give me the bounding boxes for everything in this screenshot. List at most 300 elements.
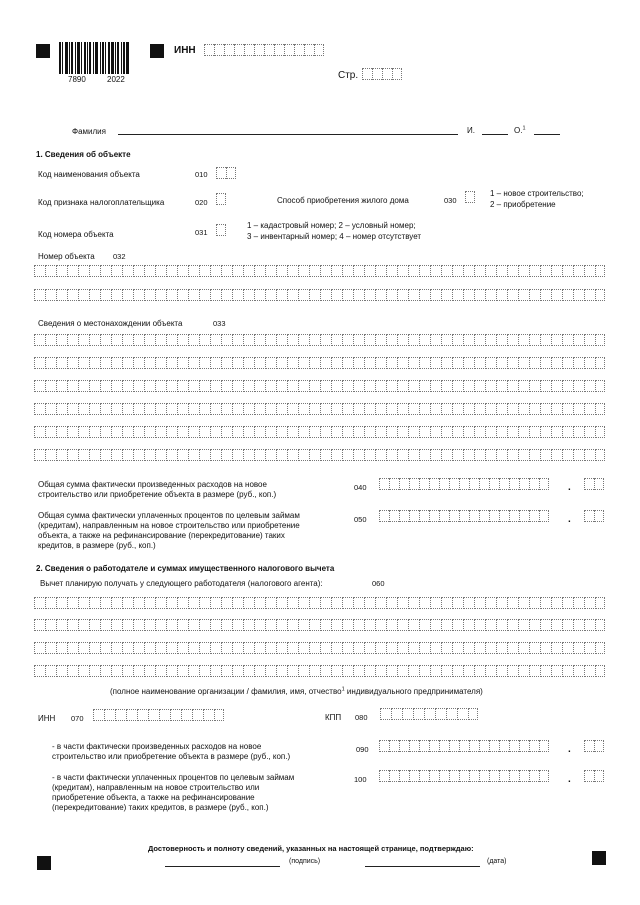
input-cell[interactable] xyxy=(221,619,231,631)
input-cell[interactable] xyxy=(331,403,341,415)
input-cell[interactable] xyxy=(155,265,165,277)
employer-row-3[interactable] xyxy=(34,642,606,654)
input-cell[interactable] xyxy=(419,449,429,461)
input-cell[interactable] xyxy=(100,403,110,415)
input-cell[interactable] xyxy=(243,334,253,346)
input-cell[interactable] xyxy=(397,597,407,609)
input-cell[interactable] xyxy=(199,357,209,369)
input-cell[interactable] xyxy=(463,334,473,346)
input-cell[interactable] xyxy=(441,380,451,392)
input-cell[interactable] xyxy=(56,380,66,392)
input-cell[interactable] xyxy=(551,380,561,392)
input-cell[interactable] xyxy=(399,770,409,782)
input-cell[interactable] xyxy=(111,597,121,609)
input-cell[interactable] xyxy=(320,357,330,369)
input-cell[interactable] xyxy=(419,265,429,277)
input-cell[interactable] xyxy=(518,380,528,392)
input-cell[interactable] xyxy=(100,619,110,631)
input-cell[interactable] xyxy=(397,619,407,631)
input-cell[interactable] xyxy=(155,642,165,654)
input-cell[interactable] xyxy=(375,289,385,301)
input-cell[interactable] xyxy=(573,403,583,415)
input-cell[interactable] xyxy=(221,334,231,346)
input-cell[interactable] xyxy=(518,357,528,369)
input-cell[interactable] xyxy=(429,770,439,782)
input-cell[interactable] xyxy=(45,665,55,677)
input-cell[interactable] xyxy=(78,265,88,277)
input-cell[interactable] xyxy=(166,357,176,369)
input-cell[interactable] xyxy=(452,403,462,415)
input-cell[interactable] xyxy=(166,665,176,677)
location-row-6[interactable] xyxy=(34,449,606,461)
input-cell[interactable] xyxy=(584,289,594,301)
input-cell[interactable] xyxy=(287,403,297,415)
input-cell[interactable] xyxy=(254,265,264,277)
input-cell[interactable] xyxy=(485,619,495,631)
input-cell[interactable] xyxy=(320,403,330,415)
input-cell[interactable] xyxy=(111,403,121,415)
employer-row-4[interactable] xyxy=(34,665,606,677)
input-cell[interactable] xyxy=(397,357,407,369)
input-cell[interactable] xyxy=(449,740,459,752)
input-cell[interactable] xyxy=(243,289,253,301)
input-cell[interactable] xyxy=(419,289,429,301)
input-cell[interactable] xyxy=(539,478,549,490)
input-cell[interactable] xyxy=(529,665,539,677)
input-cell[interactable] xyxy=(389,510,399,522)
input-cell[interactable] xyxy=(485,357,495,369)
input-cell[interactable] xyxy=(232,380,242,392)
input-cell[interactable] xyxy=(573,619,583,631)
input-cell[interactable] xyxy=(34,357,44,369)
input-cell[interactable] xyxy=(133,380,143,392)
input-cell[interactable] xyxy=(34,449,44,461)
input-cell[interactable] xyxy=(155,449,165,461)
input-cell[interactable] xyxy=(429,740,439,752)
input-cell[interactable] xyxy=(375,334,385,346)
input-cell[interactable] xyxy=(375,357,385,369)
input-cell[interactable] xyxy=(595,597,605,609)
input-cell[interactable] xyxy=(430,357,440,369)
input-cell[interactable] xyxy=(78,403,88,415)
input-cell[interactable] xyxy=(485,597,495,609)
input-cell[interactable] xyxy=(331,597,341,609)
input-cell[interactable] xyxy=(496,449,506,461)
input-cell[interactable] xyxy=(122,642,132,654)
input-cell[interactable] xyxy=(331,357,341,369)
input-cell[interactable] xyxy=(232,619,242,631)
input-cell[interactable] xyxy=(474,426,484,438)
input-cell[interactable] xyxy=(34,597,44,609)
input-cell[interactable] xyxy=(111,334,121,346)
input-cell[interactable] xyxy=(509,478,519,490)
input-cell[interactable] xyxy=(177,449,187,461)
input-cell[interactable] xyxy=(320,426,330,438)
input-cell[interactable] xyxy=(551,289,561,301)
input-cell[interactable] xyxy=(540,289,550,301)
input-cell[interactable] xyxy=(430,642,440,654)
input-cell[interactable] xyxy=(518,597,528,609)
input-cell[interactable] xyxy=(519,740,529,752)
input-cell[interactable] xyxy=(399,510,409,522)
input-cell[interactable] xyxy=(386,665,396,677)
input-cell[interactable] xyxy=(595,619,605,631)
input-cell[interactable] xyxy=(133,357,143,369)
input-cell[interactable] xyxy=(243,449,253,461)
input-cell[interactable] xyxy=(232,642,242,654)
input-cell[interactable] xyxy=(210,380,220,392)
input-cell[interactable] xyxy=(89,597,99,609)
input-cell[interactable] xyxy=(265,597,275,609)
input-cell[interactable] xyxy=(489,478,499,490)
input-cell[interactable] xyxy=(122,380,132,392)
input-cell[interactable] xyxy=(309,619,319,631)
input-cell[interactable] xyxy=(479,510,489,522)
input-cell[interactable] xyxy=(375,597,385,609)
input-cell[interactable] xyxy=(375,449,385,461)
input-cell[interactable] xyxy=(439,740,449,752)
input-cell[interactable] xyxy=(67,642,77,654)
input-cell[interactable] xyxy=(573,642,583,654)
input-cell[interactable] xyxy=(309,380,319,392)
input-cell[interactable] xyxy=(89,403,99,415)
input-cell[interactable] xyxy=(287,426,297,438)
input-cell[interactable] xyxy=(529,770,539,782)
input-cell[interactable] xyxy=(199,265,209,277)
input-cell[interactable] xyxy=(474,265,484,277)
input-cell[interactable] xyxy=(331,289,341,301)
input-cell[interactable] xyxy=(507,449,517,461)
input-cell[interactable] xyxy=(463,619,473,631)
input-cell[interactable] xyxy=(89,357,99,369)
input-cell[interactable] xyxy=(67,597,77,609)
input-cell[interactable] xyxy=(144,357,154,369)
input-cell[interactable] xyxy=(210,403,220,415)
input-cell[interactable] xyxy=(485,334,495,346)
field-090-kopecks-cells[interactable] xyxy=(584,740,604,752)
input-cell[interactable] xyxy=(364,597,374,609)
input-cell[interactable] xyxy=(89,426,99,438)
input-cell[interactable] xyxy=(463,597,473,609)
input-cell[interactable] xyxy=(199,289,209,301)
input-cell[interactable] xyxy=(518,665,528,677)
input-cell[interactable] xyxy=(386,334,396,346)
input-cell[interactable] xyxy=(584,449,594,461)
input-cell[interactable] xyxy=(449,770,459,782)
input-cell[interactable] xyxy=(298,449,308,461)
field-050-rubles-cells[interactable] xyxy=(379,510,549,522)
input-cell[interactable] xyxy=(485,665,495,677)
input-cell[interactable] xyxy=(199,449,209,461)
input-cell[interactable] xyxy=(188,597,198,609)
input-cell[interactable] xyxy=(419,642,429,654)
input-cell[interactable] xyxy=(34,289,44,301)
input-cell[interactable] xyxy=(45,289,55,301)
input-cell[interactable] xyxy=(399,740,409,752)
input-cell[interactable] xyxy=(221,642,231,654)
input-cell[interactable] xyxy=(89,665,99,677)
input-cell[interactable] xyxy=(342,403,352,415)
location-row-3[interactable] xyxy=(34,380,606,392)
input-cell[interactable] xyxy=(34,642,44,654)
input-cell[interactable] xyxy=(67,334,77,346)
input-cell[interactable] xyxy=(441,597,451,609)
input-cell[interactable] xyxy=(551,597,561,609)
input-cell[interactable] xyxy=(419,478,429,490)
input-cell[interactable] xyxy=(287,357,297,369)
input-cell[interactable] xyxy=(67,426,77,438)
object-number-row-1[interactable] xyxy=(34,265,606,277)
input-cell[interactable] xyxy=(243,380,253,392)
input-cell[interactable] xyxy=(265,449,275,461)
input-cell[interactable] xyxy=(496,334,506,346)
input-cell[interactable] xyxy=(353,449,363,461)
input-cell[interactable] xyxy=(539,770,549,782)
input-cell[interactable] xyxy=(232,403,242,415)
input-cell[interactable] xyxy=(254,642,264,654)
input-cell[interactable] xyxy=(429,510,439,522)
input-cell[interactable] xyxy=(529,357,539,369)
input-cell[interactable] xyxy=(144,619,154,631)
input-cell[interactable] xyxy=(562,265,572,277)
input-cell[interactable] xyxy=(166,334,176,346)
input-cell[interactable] xyxy=(379,740,389,752)
input-cell[interactable] xyxy=(243,642,253,654)
input-cell[interactable] xyxy=(474,642,484,654)
input-cell[interactable] xyxy=(353,289,363,301)
input-cell[interactable] xyxy=(298,289,308,301)
input-cell[interactable] xyxy=(551,449,561,461)
input-cell[interactable] xyxy=(155,334,165,346)
input-cell[interactable] xyxy=(408,449,418,461)
input-cell[interactable] xyxy=(408,665,418,677)
input-cell[interactable] xyxy=(276,426,286,438)
input-cell[interactable] xyxy=(529,289,539,301)
input-cell[interactable] xyxy=(254,380,264,392)
input-cell[interactable] xyxy=(100,289,110,301)
input-cell[interactable] xyxy=(529,426,539,438)
input-cell[interactable] xyxy=(276,665,286,677)
input-cell[interactable] xyxy=(111,642,121,654)
input-cell[interactable] xyxy=(449,510,459,522)
input-cell[interactable] xyxy=(342,449,352,461)
input-cell[interactable] xyxy=(379,770,389,782)
input-cell[interactable] xyxy=(320,597,330,609)
input-cell[interactable] xyxy=(386,289,396,301)
input-cell[interactable] xyxy=(133,265,143,277)
input-cell[interactable] xyxy=(389,740,399,752)
input-cell[interactable] xyxy=(276,289,286,301)
input-cell[interactable] xyxy=(309,597,319,609)
input-cell[interactable] xyxy=(199,334,209,346)
input-cell[interactable] xyxy=(397,642,407,654)
input-cell[interactable] xyxy=(353,403,363,415)
input-cell[interactable] xyxy=(397,426,407,438)
input-cell[interactable] xyxy=(45,619,55,631)
input-cell[interactable] xyxy=(309,334,319,346)
input-cell[interactable] xyxy=(540,380,550,392)
employer-row-2[interactable] xyxy=(34,619,606,631)
input-cell[interactable] xyxy=(452,642,462,654)
input-cell[interactable] xyxy=(111,426,121,438)
input-cell[interactable] xyxy=(551,265,561,277)
input-cell[interactable] xyxy=(221,426,231,438)
input-cell[interactable] xyxy=(78,380,88,392)
input-cell[interactable] xyxy=(199,403,209,415)
input-cell[interactable] xyxy=(67,665,77,677)
input-cell[interactable] xyxy=(133,619,143,631)
field-031-cells[interactable] xyxy=(216,224,226,236)
field-010-cells[interactable] xyxy=(216,167,236,179)
input-cell[interactable] xyxy=(56,619,66,631)
input-cell[interactable] xyxy=(78,426,88,438)
input-cell[interactable] xyxy=(276,449,286,461)
input-cell[interactable] xyxy=(439,478,449,490)
input-cell[interactable] xyxy=(485,449,495,461)
input-cell[interactable] xyxy=(144,403,154,415)
input-cell[interactable] xyxy=(573,334,583,346)
input-cell[interactable] xyxy=(78,357,88,369)
input-cell[interactable] xyxy=(463,665,473,677)
input-cell[interactable] xyxy=(459,510,469,522)
location-row-2[interactable] xyxy=(34,357,606,369)
input-cell[interactable] xyxy=(419,770,429,782)
input-cell[interactable] xyxy=(386,380,396,392)
input-cell[interactable] xyxy=(144,642,154,654)
input-cell[interactable] xyxy=(529,380,539,392)
input-cell[interactable] xyxy=(276,380,286,392)
input-cell[interactable] xyxy=(287,597,297,609)
input-cell[interactable] xyxy=(243,357,253,369)
input-cell[interactable] xyxy=(287,289,297,301)
input-cell[interactable] xyxy=(342,665,352,677)
input-cell[interactable] xyxy=(177,642,187,654)
input-cell[interactable] xyxy=(45,426,55,438)
input-cell[interactable] xyxy=(496,265,506,277)
input-cell[interactable] xyxy=(188,665,198,677)
input-cell[interactable] xyxy=(529,334,539,346)
input-cell[interactable] xyxy=(122,597,132,609)
input-cell[interactable] xyxy=(474,665,484,677)
input-cell[interactable] xyxy=(232,597,242,609)
input-cell[interactable] xyxy=(210,357,220,369)
input-cell[interactable] xyxy=(276,403,286,415)
input-cell[interactable] xyxy=(441,403,451,415)
input-cell[interactable] xyxy=(562,665,572,677)
input-cell[interactable] xyxy=(45,357,55,369)
input-cell[interactable] xyxy=(507,642,517,654)
input-cell[interactable] xyxy=(397,265,407,277)
input-cell[interactable] xyxy=(562,642,572,654)
input-cell[interactable] xyxy=(243,403,253,415)
input-cell[interactable] xyxy=(584,619,594,631)
input-cell[interactable] xyxy=(188,449,198,461)
input-cell[interactable] xyxy=(496,642,506,654)
input-cell[interactable] xyxy=(210,449,220,461)
input-cell[interactable] xyxy=(243,265,253,277)
input-cell[interactable] xyxy=(155,619,165,631)
input-cell[interactable] xyxy=(441,289,451,301)
input-cell[interactable] xyxy=(78,597,88,609)
input-cell[interactable] xyxy=(441,357,451,369)
input-cell[interactable] xyxy=(469,740,479,752)
input-cell[interactable] xyxy=(463,357,473,369)
input-cell[interactable] xyxy=(111,380,121,392)
input-cell[interactable] xyxy=(331,265,341,277)
input-cell[interactable] xyxy=(56,403,66,415)
input-cell[interactable] xyxy=(386,619,396,631)
input-cell[interactable] xyxy=(89,619,99,631)
input-cell[interactable] xyxy=(389,478,399,490)
input-cell[interactable] xyxy=(342,642,352,654)
input-cell[interactable] xyxy=(469,478,479,490)
input-cell[interactable] xyxy=(479,770,489,782)
input-cell[interactable] xyxy=(221,380,231,392)
employer-kpp-cells[interactable] xyxy=(380,708,479,720)
input-cell[interactable] xyxy=(408,265,418,277)
input-cell[interactable] xyxy=(562,619,572,631)
input-cell[interactable] xyxy=(507,289,517,301)
input-cell[interactable] xyxy=(573,597,583,609)
input-cell[interactable] xyxy=(485,426,495,438)
input-cell[interactable] xyxy=(265,357,275,369)
input-cell[interactable] xyxy=(34,403,44,415)
input-cell[interactable] xyxy=(331,449,341,461)
input-cell[interactable] xyxy=(56,357,66,369)
input-cell[interactable] xyxy=(529,265,539,277)
input-cell[interactable] xyxy=(342,597,352,609)
input-cell[interactable] xyxy=(56,642,66,654)
input-cell[interactable] xyxy=(474,289,484,301)
input-cell[interactable] xyxy=(155,403,165,415)
input-cell[interactable] xyxy=(584,642,594,654)
input-cell[interactable] xyxy=(144,334,154,346)
input-cell[interactable] xyxy=(397,380,407,392)
input-cell[interactable] xyxy=(389,770,399,782)
input-cell[interactable] xyxy=(397,665,407,677)
input-cell[interactable] xyxy=(166,449,176,461)
input-cell[interactable] xyxy=(375,665,385,677)
input-cell[interactable] xyxy=(133,642,143,654)
input-cell[interactable] xyxy=(254,289,264,301)
input-cell[interactable] xyxy=(419,619,429,631)
input-cell[interactable] xyxy=(78,449,88,461)
input-cell[interactable] xyxy=(320,265,330,277)
input-cell[interactable] xyxy=(166,642,176,654)
input-cell[interactable] xyxy=(474,380,484,392)
input-cell[interactable] xyxy=(540,334,550,346)
input-cell[interactable] xyxy=(452,597,462,609)
input-cell[interactable] xyxy=(45,642,55,654)
input-cell[interactable] xyxy=(210,642,220,654)
input-cell[interactable] xyxy=(331,334,341,346)
input-cell[interactable] xyxy=(45,403,55,415)
signature-line[interactable] xyxy=(165,866,280,867)
input-cell[interactable] xyxy=(474,597,484,609)
input-cell[interactable] xyxy=(540,357,550,369)
input-cell[interactable] xyxy=(199,380,209,392)
input-cell[interactable] xyxy=(469,510,479,522)
input-cell[interactable] xyxy=(254,597,264,609)
input-cell[interactable] xyxy=(485,642,495,654)
input-cell[interactable] xyxy=(67,265,77,277)
input-cell[interactable] xyxy=(45,597,55,609)
input-cell[interactable] xyxy=(430,426,440,438)
input-cell[interactable] xyxy=(78,619,88,631)
input-cell[interactable] xyxy=(441,619,451,631)
input-cell[interactable] xyxy=(276,265,286,277)
input-cell[interactable] xyxy=(67,289,77,301)
